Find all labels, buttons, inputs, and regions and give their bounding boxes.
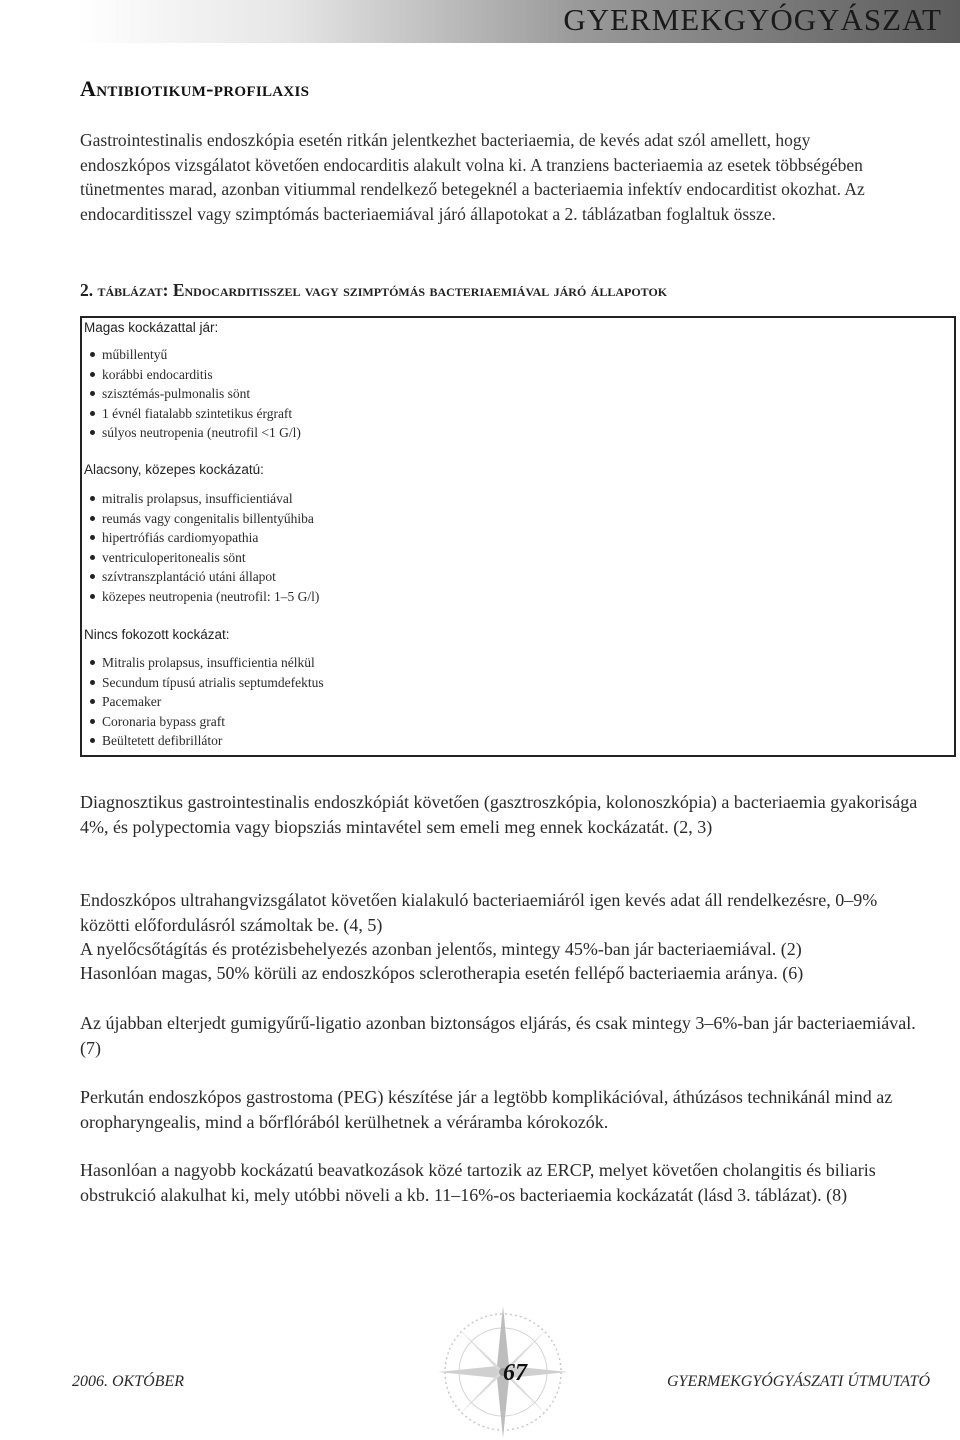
- body-paragraph-1: Diagnosztikus gastrointestinalis endoszkópiát követően (gasztroszkópia, kolonoszkópia) a bacteriaemia gyakorisága 4%, és polypectomia vagy biopsziás mintavétel sem emeli meg ennek kockázatát. (2, 3): [80, 792, 918, 837]
- footer-date: 2006. OKTÓBER: [72, 1373, 184, 1390]
- page-number: 67: [503, 1360, 527, 1386]
- body-paragraph-4: Hasonlóan magas, 50% körüli az endoszkópos sclerotherapia esetén fellépő bacteriaemia aránya. (6): [80, 963, 804, 983]
- list-item: szívtranszplantáció utáni állapot: [90, 567, 319, 587]
- body-paragraph-5: Az újabban elterjedt gumigyűrű-ligatio azonban biztonságos eljárás, és csak mintegy 3–6%-ban jár bacteriaemiával. (7): [80, 1013, 916, 1058]
- group-heading-no-risk: Nincs fokozott kockázat:: [84, 627, 230, 642]
- no-risk-list: [90, 653, 324, 751]
- journal-title: GYERMEKGYÓGYÁSZAT: [563, 2, 942, 37]
- intro-paragraph: Gastrointestinalis endoszkópia esetén ritkán jelentkezhet bacteriaemia, de kevés adat szól amellett, hogy endoszkópos vizsgálatot követően endocarditis alakult volna ki. A tranziens bacteriaemia az esetek többségében tünetmentes marad, azonban vitiummal rendelkező betegeknél a bacteriaemia infektív endocarditist okozhat. Az endocarditisszel vagy szimptómás bacteriaemiával járó állapotokat a 2. táblázatban foglaltuk össze.: [80, 130, 865, 224]
- list-item: mitralis prolapsus, insufficientiával: [90, 489, 319, 509]
- body-paragraph-3: A nyelőcsőtágítás és protézisbehelyezés azonban jelentős, mintegy 45%-ban jár bacteriaemiával. (2): [80, 939, 802, 959]
- list-item: hipertrófiás cardiomyopathia: [90, 528, 319, 548]
- list-item: Pacemaker: [90, 692, 324, 712]
- moderate-risk-list: [90, 489, 319, 606]
- list-item: műbillentyű: [90, 345, 301, 365]
- group-heading-high-risk: Magas kockázattal jár:: [84, 320, 219, 335]
- list-item: Mitralis prolapsus, insufficientia nélkül: [90, 653, 324, 673]
- list-item: közepes neutropenia (neutrofil: 1–5 G/l): [90, 587, 319, 607]
- footer-publication: GYERMEKGYÓGYÁSZATI ÚTMUTATÓ: [667, 1373, 930, 1390]
- section-title: Antibiotikum-profilaxis: [80, 76, 310, 101]
- high-risk-list: [90, 345, 301, 443]
- group-heading-moderate-risk: Alacsony, közepes kockázatú:: [84, 462, 264, 477]
- list-item: szisztémás-pulmonalis sönt: [90, 384, 301, 404]
- list-item: súlyos neutropenia (neutrofil <1 G/l): [90, 423, 301, 443]
- list-item: ventriculoperitonealis sönt: [90, 548, 319, 568]
- body-paragraph-7: Hasonlóan a nagyobb kockázatú beavatkozások közé tartozik az ERCP, melyet követően cholangitis és biliaris obstrukció alakulhat ki, mely utóbbi növeli a kb. 11–16%-os bacteriaemia kockázatát (lásd 3. táblázat). (8): [80, 1160, 876, 1205]
- list-item: Secundum típusú atrialis septumdefektus: [90, 673, 324, 693]
- body-paragraph-2: Endoszkópos ultrahangvizsgálatot követően kialakuló bacteriaemiáról igen kevés adat áll rendelkezésre, 0–9% közötti előfordulásról számoltak be. (4, 5): [80, 890, 878, 935]
- list-item: Coronaria bypass graft: [90, 712, 324, 732]
- table-caption: 2. táblázat: Endocarditisszel vagy szimptómás bacteriaemiával járó állapotok: [80, 280, 668, 300]
- list-item: Beültetett defibrillátor: [90, 731, 324, 751]
- body-paragraph-6: Perkután endoszkópos gastrostoma (PEG) készítése jár a legtöbb komplikációval, áthúzásos technikánál mind az oropharyngealis, mind a bőrflórából kerülhetnek a véráramba kórokozók.: [80, 1087, 893, 1132]
- risk-table: [80, 316, 956, 757]
- list-item: reumás vagy congenitalis billentyűhiba: [90, 509, 319, 529]
- list-item: 1 évnél fiatalabb szintetikus érgraft: [90, 404, 301, 424]
- list-item: korábbi endocarditis: [90, 365, 301, 385]
